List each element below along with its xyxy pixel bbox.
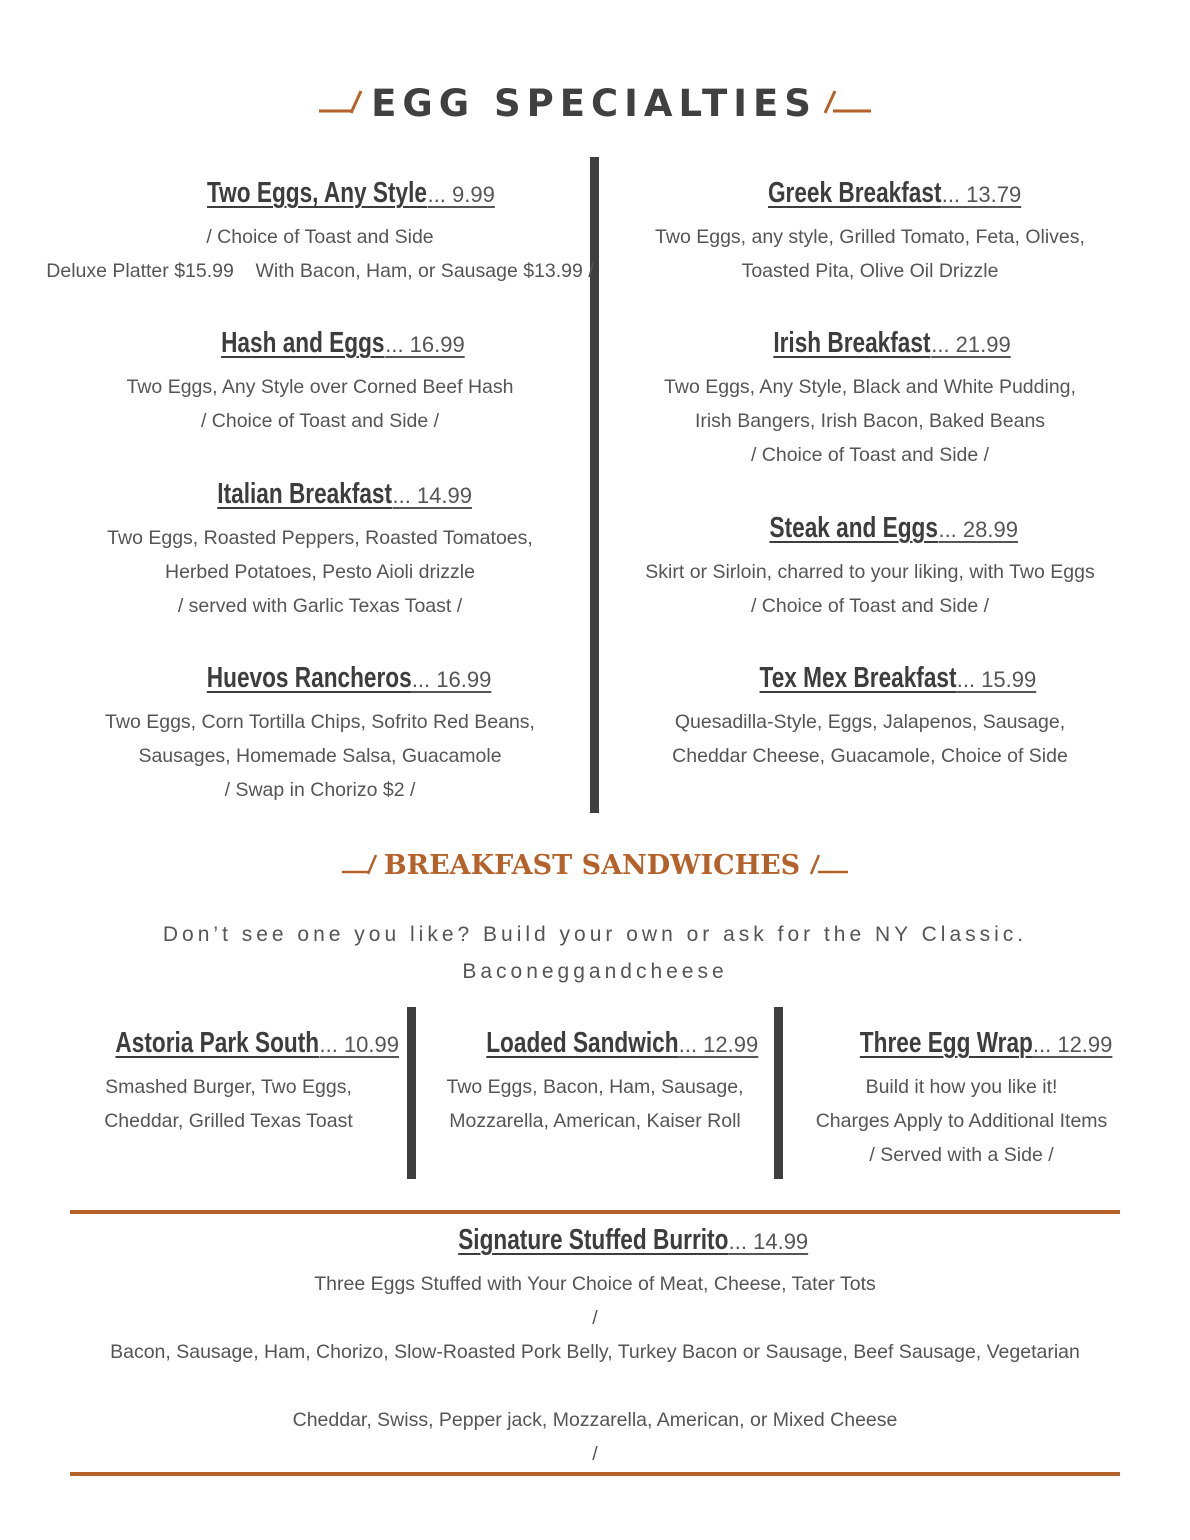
item-name: Two Eggs, Any Style bbox=[207, 177, 428, 209]
item-price: ... 12.99 bbox=[678, 1032, 759, 1057]
breakfast-sandwiches-title: BREAKFAST SANDWICHES bbox=[383, 850, 801, 881]
item-description: Two Eggs, any style, Grilled Tomato, Feta, Olives, Toasted Pita, Olive Oil Drizzle bbox=[655, 226, 1085, 282]
menu-item-two-eggs bbox=[20, 174, 620, 288]
item-price: ... 28.99 bbox=[938, 517, 1018, 542]
egg-specialties-header bbox=[0, 82, 1190, 125]
item-price: ... 21.99 bbox=[931, 332, 1011, 357]
menu-item-greek-breakfast bbox=[610, 174, 1130, 288]
item-name: Hash and Eggs bbox=[221, 327, 385, 359]
menu-item-italian-breakfast bbox=[20, 475, 620, 623]
item-name: Astoria Park South bbox=[115, 1027, 320, 1059]
menu-item-hash-and-eggs bbox=[20, 324, 620, 438]
item-price: ... 15.99 bbox=[956, 667, 1037, 692]
item-price: ... 10.99 bbox=[319, 1032, 400, 1057]
item-name: Italian Breakfast bbox=[217, 478, 393, 510]
item-description: Two Eggs, Any Style over Corned Beef Hash / Choice of Toast and Side / bbox=[126, 376, 514, 432]
item-description: Two Eggs, Bacon, Ham, Sausage, Mozzarella, American, Kaiser Roll bbox=[446, 1076, 744, 1132]
item-name: Three Egg Wrap bbox=[859, 1027, 1033, 1059]
menu-item-signature-stuffed-burrito bbox=[70, 1221, 1120, 1471]
item-name: Irish Breakfast bbox=[773, 327, 931, 359]
item-name: Signature Stuffed Burrito bbox=[458, 1224, 729, 1256]
sandwich-tagline: Don’t see one you like? Build your own or ask for the NY Classic. Baconeggandcheese bbox=[162, 923, 1028, 983]
menu-item-steak-and-eggs bbox=[610, 509, 1130, 623]
sandwich-divider-1 bbox=[407, 1007, 416, 1179]
breakfast-sandwiches-header bbox=[0, 850, 1190, 881]
item-price: ... 12.99 bbox=[1032, 1032, 1113, 1057]
item-price: ... 13.79 bbox=[941, 182, 1022, 207]
item-description: / Choice of Toast and Side Deluxe Platter $15.99 With Bacon, Ham, or Sausage $13.99 / bbox=[46, 226, 594, 282]
item-description: Two Eggs, Any Style, Black and White Pudding, Irish Bangers, Irish Bacon, Baked Beans / Choice of Toast and Side / bbox=[664, 376, 1076, 466]
menu-item-three-egg-wrap bbox=[783, 1024, 1140, 1172]
item-name: Loaded Sandwich bbox=[485, 1027, 679, 1059]
item-price: ... 16.99 bbox=[411, 667, 492, 692]
item-name: Huevos Rancheros bbox=[206, 662, 412, 694]
item-description: Smashed Burger, Two Eggs, Cheddar, Grilled Texas Toast bbox=[104, 1076, 353, 1132]
burrito-bottom-rule bbox=[70, 1472, 1120, 1476]
item-price: ... 9.99 bbox=[427, 182, 495, 207]
item-description: Build it how you like it! Charges Apply to Additional Items / Served with a Side / bbox=[815, 1076, 1108, 1166]
item-description: Two Eggs, Roasted Peppers, Roasted Tomatoes, Herbed Potatoes, Pesto Aioli drizzle / served with Garlic Texas Toast / bbox=[107, 527, 533, 617]
item-description: Skirt or Sirloin, charred to your liking, with Two Eggs / Choice of Toast and Side / bbox=[645, 561, 1095, 617]
menu-item-tex-mex-breakfast bbox=[610, 659, 1130, 773]
egg-specialties-title: EGG SPECIALTIES bbox=[371, 82, 817, 125]
item-description: Quesadilla-Style, Eggs, Jalapenos, Sausage, Cheddar Cheese, Guacamole, Choice of Side bbox=[672, 711, 1068, 767]
item-description: Three Eggs Stuffed with Your Choice of Meat, Cheese, Tater Tots / Bacon, Sausage, Ham, Chorizo, Slow-Roasted Pork Belly, Turkey Bacon or Sausage, Beef Sausage, Vegetarian Cheddar, Swiss, Pepper jack, Mozzarella, American, or Mixed Cheese / bbox=[110, 1273, 1080, 1465]
menu-item-loaded-sandwich bbox=[416, 1024, 774, 1138]
menu-item-astoria-park-south bbox=[50, 1024, 407, 1138]
menu-item-irish-breakfast bbox=[610, 324, 1130, 472]
sandwich-divider-2 bbox=[774, 1007, 783, 1179]
burrito-top-rule bbox=[70, 1210, 1120, 1214]
right-dash-ornament bbox=[808, 852, 850, 876]
item-description: Two Eggs, Corn Tortilla Chips, Sofrito Red Beans, Sausages, Homemade Salsa, Guacamole / Swap in Chorizo $2 / bbox=[105, 711, 535, 801]
right-dash-ornament bbox=[821, 87, 873, 117]
left-dash-ornament bbox=[340, 852, 380, 876]
item-name: Greek Breakfast bbox=[767, 177, 942, 209]
item-price: ... 14.99 bbox=[728, 1229, 809, 1254]
left-dash-ornament bbox=[317, 87, 365, 117]
item-price: ... 14.99 bbox=[392, 483, 472, 508]
item-name: Steak and Eggs bbox=[769, 512, 938, 544]
item-price: ... 16.99 bbox=[385, 332, 465, 357]
item-name: Tex Mex Breakfast bbox=[759, 662, 957, 694]
menu-item-huevos-rancheros bbox=[20, 659, 620, 807]
